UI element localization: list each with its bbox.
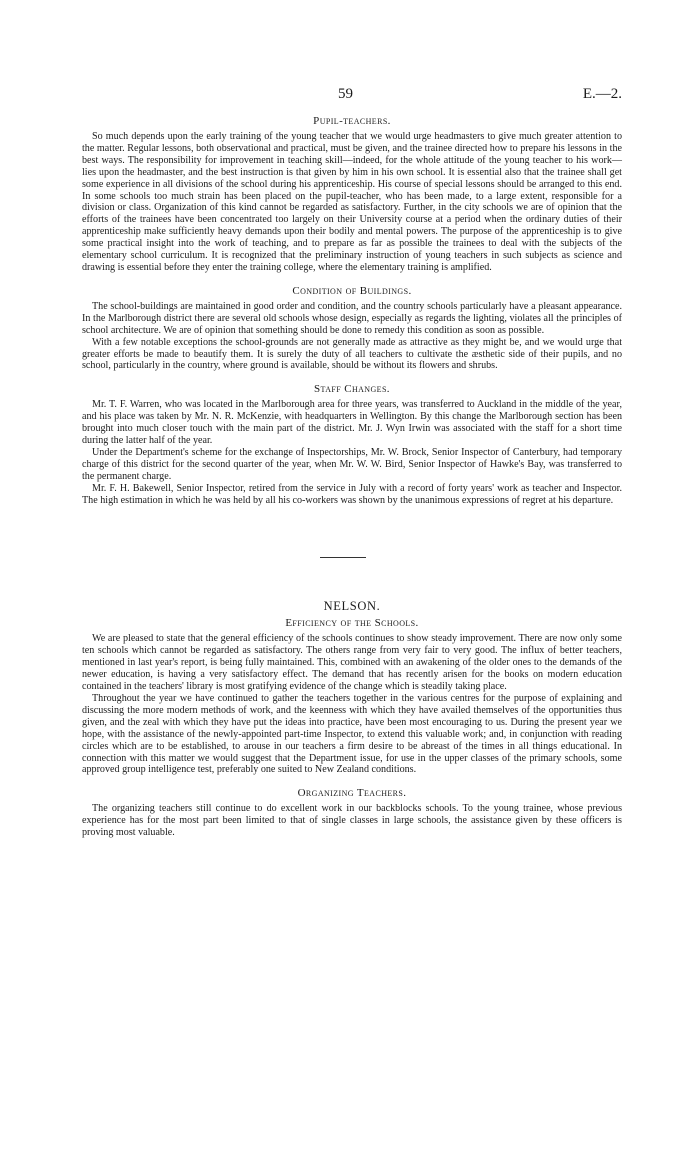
paragraph: Mr. T. F. Warren, who was located in the Marlborough area for three years, was transferred to Auckland in the middle of the year, and his place was taken by Mr. N. R. McKenzie, with headquarters in Wellington. By this change the Marlborough section has been brought into much closer touch with the main part of the district. Mr. J. Wyn Irwin was associated with the staff for a short time during the latter half of the year.: [82, 399, 622, 447]
page-number: 59: [338, 86, 353, 102]
section-heading: Staff Changes.: [314, 383, 390, 396]
paragraph: We are pleased to state that the general efficiency of the schools continues to show steady improvement. There are now only some ten schools which cannot be regarded as satisfactory. The others range from very fair to very good. The influx of better teachers, mentioned in last year's report, is being fully maintained. This, combined with an awakening of the older ones to the demands of the newer education, is having a very satisfactory effect. The demand that has recently arisen for the books on modern education contained in the teachers' library is most gratifying evidence of the change which is steadily taking place.: [82, 633, 622, 693]
section-condition-of-buildings: [82, 285, 622, 372]
paragraph: The organizing teachers still continue to do excellent work in our backblocks schools. To the young trainee, whose previous experience has for the most part been limited to that of single classes in large schools, the assistance given by these officers is proving most valuable.: [82, 803, 622, 839]
section-pupil-teachers: [82, 115, 622, 274]
paragraph: So much depends upon the early training of the young teacher that we would urge headmasters to give much greater attention to the matter. Regular lessons, both observational and practical, must be given, and the trainee directed how to prepare his lessons in the best ways. The responsibility for improvement in teaching skill—indeed, for the whole attitude of the young teacher to his work—lies upon the headmaster, and the best instruction is that given by him in his own school. It is essential also that the trainee shall get some experience in all divisions of the school during his apprenticeship. His course of special lessons should be arranged to this end. In some schools too much strain has been placed on the pupil-teacher, who has been made, to a large extent, responsible for a division or class. Organization of this kind cannot be regarded as satisfactory. Further, in the city schools we are of opinion that the efforts of the trainees have been concentrated too largely on their University course at a period when the ordinary duties of their apprenticeship make sufficiently heavy demands upon their bodily and mental powers. The purpose of the apprenticeship is to give some practical insight into the work of teaching, and to prepare as far as possible the trainees to deal with the subjects of the elementary school curriculum. It is recognized that the preliminary instruction of young teachers in such subjects as science and drawing is essential before they enter the training college, where the elementary training is amplified.: [82, 131, 622, 273]
page-header: [0, 86, 700, 106]
paragraph: Throughout the year we have continued to gather the teachers together in the various centres for the purpose of explaining and discussing the more modern methods of work, and the keenness with which they have availed themselves of the opportunities thus given, and the zeal with which they have put the ideas into practice, have been most encouraging to us. During the present year we hope, with the assistance of the newly-appointed part-time Inspector, to extend this valuable work; and, in conjunction with reading circles which are to be established, to arouse in our teachers a firm desire to be abreast of the times in all things educational. In connection with this matter we would suggest that the Department issue, for use in the upper classes of the primary schools, some approved group intelligence test, preferably one suited to New Zealand conditions.: [82, 693, 622, 776]
section-staff-changes: [82, 383, 622, 506]
section-heading: Efficiency of the Schools.: [285, 617, 419, 630]
district-title: NELSON.: [323, 599, 381, 614]
section-heading: Pupil-teachers.: [313, 115, 391, 127]
divider-rule: [320, 557, 366, 558]
section-divider: [82, 517, 622, 599]
page-content: [82, 115, 622, 850]
paragraph: The school-buildings are maintained in good order and condition, and the country schools particularly have a pleasant appearance. In the Marlborough district there are several old schools whose design, especially as regards the lighting, violates all the principles of school architecture. We are of opinion that something should be done to remedy this condition as soon as possible.: [82, 300, 622, 336]
section-heading: Organizing Teachers.: [297, 787, 407, 800]
section-efficiency-of-schools: [82, 617, 622, 776]
paragraph: With a few notable exceptions the school-grounds are not generally made as attractive as they might be, and we would urge that greater efforts be made to beautify them. It is surely the duty of all teachers to cultivate the æsthetic side of their pupils, and no school, particularly in the country, where ground is available, should be without its flowers and shrubs.: [82, 336, 622, 372]
section-heading: Condition of Buildings.: [292, 284, 412, 297]
paragraph: Mr. F. H. Bakewell, Senior Inspector, retired from the service in July with a record of forty years' work as teacher and Inspector. The high estimation in which he was held by all his co-workers was shown by the unanimous expressions of regret at his departure.: [82, 482, 622, 506]
paragraph: Under the Department's scheme for the exchange of Inspectorships, Mr. W. Brock, Senior Inspector of Canterbury, had temporary charge of this district for the second quarter of the year, when Mr. W. W. Bird, Senior Inspector of Hawke's Bay, was transferred to the permanent charge.: [82, 446, 622, 482]
document-reference: E.—2.: [582, 86, 622, 102]
section-organizing-teachers: [82, 787, 622, 839]
